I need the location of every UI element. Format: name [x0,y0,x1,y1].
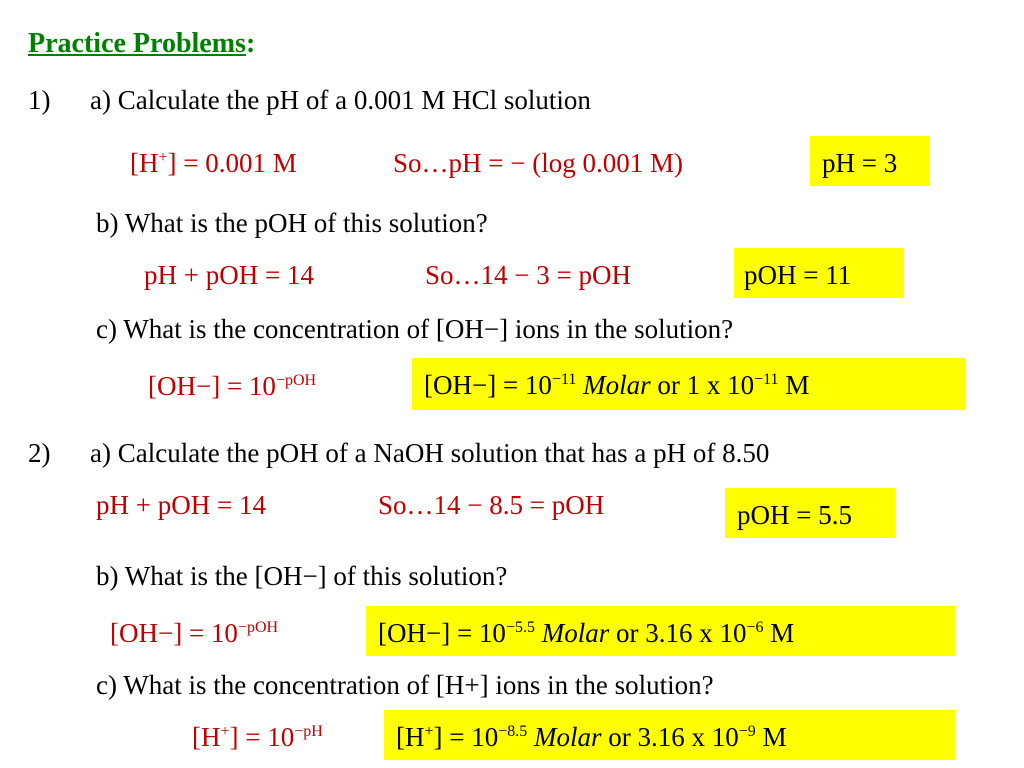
answer-1b-box [734,248,904,298]
h-ion-label: [H [130,148,159,178]
problem-1a-question: a) Calculate the pH of a 0.001 M HCl solution [90,85,591,115]
h-ion-label: [H [396,722,425,752]
h-ion-label: [H [192,722,221,752]
superscript: + [220,723,230,740]
superscript: + [424,723,434,740]
answer-base: ] = 10 [433,722,499,752]
answer-2a: pOH = 5.5 [737,500,852,530]
problem-2b-question: b) What is the [OH−] of this solution? [96,561,508,591]
problem-1a-work-1 [130,150,297,177]
problem-1a-work-2: So…pH = − (log 0.001 M) [393,148,683,178]
expression-base: [OH−] = 10 [110,618,238,648]
answer-1c-box [412,358,965,410]
expression-base: ] = 10 [229,722,295,752]
concentration-value: ] = 0.001 M [167,148,297,178]
answer-unit: Molar [534,722,602,752]
answer-molar-symbol: M [778,370,810,400]
problem-2a-work-1: pH + pOH = 14 [96,490,266,520]
problem-2c-work-1 [192,724,323,751]
expression-base: [OH−] = 10 [148,371,276,401]
problem-2a-question: a) Calculate the pOH of a NaOH solution that has a pH of 8.50 [90,438,770,468]
answer-2b-box [366,606,955,656]
problem-1b-work-1: pH + pOH = 14 [144,260,314,290]
exponent: −pOH [237,619,279,636]
answer-exponent-2: −11 [754,371,779,388]
problem-1-number: 1) [28,85,51,115]
answer-alternative: or 1 x 10 [650,370,755,400]
exponent: −pOH [275,372,317,389]
superscript: + [158,149,168,166]
answer-alternative: or 3.16 x 10 [601,722,739,752]
answer-base: [OH−] = 10 [424,370,552,400]
problem-1b-work-2: So…14 − 3 = pOH [425,260,631,290]
answer-2a-box [725,488,895,538]
answer-1b: pOH = 11 [744,260,852,290]
answer-exponent-2: −6 [746,619,764,636]
answer-molar-symbol: M [755,722,787,752]
problem-1c-question: c) What is the concentration of [OH−] ions in the solution? [96,314,734,344]
page-title [28,30,255,58]
problem-1c-work-1 [148,373,316,400]
problem-2a-work-2: So…14 − 8.5 = pOH [378,490,605,520]
answer-exponent: −8.5 [498,723,528,740]
problem-1b-question: b) What is the pOH of this solution? [96,208,488,238]
answer-unit: Molar [583,370,651,400]
answer-unit: Molar [541,618,610,648]
answer-exponent: −5.5 [505,619,535,636]
answer-alternative: or 3.16 x 10 [609,618,747,648]
problem-2c-question: c) What is the concentration of [H+] ions in the solution? [96,670,714,700]
answer-2c-box [384,710,955,760]
answer-exponent-2: −9 [738,723,756,740]
exponent: −pH [294,723,323,740]
answer-1a-box [810,136,930,186]
answer-molar-symbol: M [763,618,795,648]
answer-base: [OH−] = 10 [378,618,506,648]
problem-2-number: 2) [28,438,51,468]
answer-exponent: −11 [551,371,577,388]
title-colon: : [245,28,256,59]
title-text: Practice Problems [28,28,246,59]
answer-1a: pH = 3 [822,148,898,178]
problem-2b-work-1 [110,620,278,647]
